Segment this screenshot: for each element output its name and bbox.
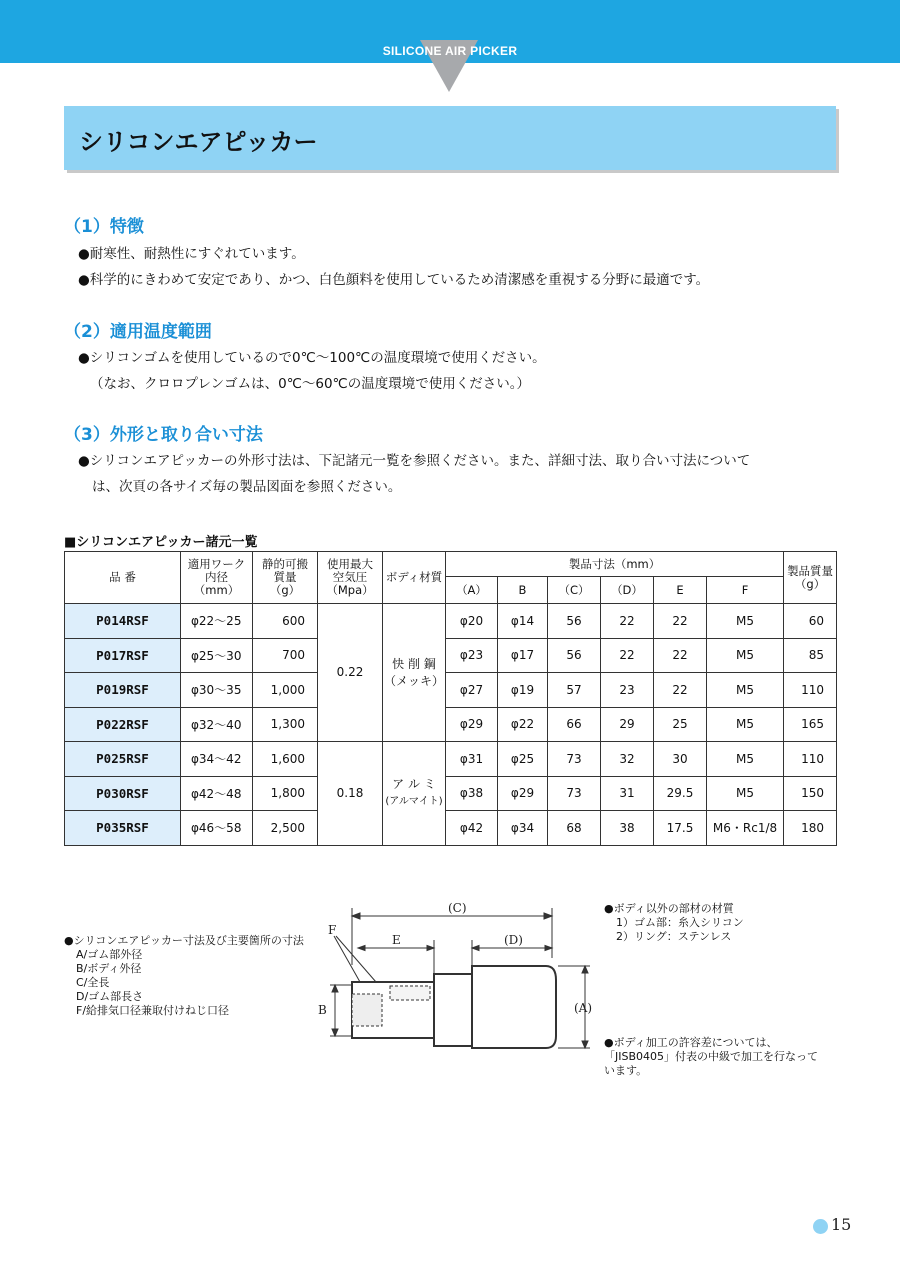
th-load: 静的可搬 質量 （g） <box>253 552 318 604</box>
cell-dim-c: 56 <box>548 604 601 639</box>
cell-dim-c: 57 <box>548 673 601 708</box>
cell-dim-d: 23 <box>601 673 654 708</box>
cell-dim-e: 25 <box>654 707 707 742</box>
cell-dim-c: 66 <box>548 707 601 742</box>
cell-dim-c: 73 <box>548 742 601 777</box>
cell-dim-b: φ25 <box>498 742 548 777</box>
cell-model: P030RSF <box>65 776 181 811</box>
cell-model: P022RSF <box>65 707 181 742</box>
cell-dim-d: 32 <box>601 742 654 777</box>
cell-dim-b: φ19 <box>498 673 548 708</box>
label-d: (D) <box>504 933 523 947</box>
title-box <box>64 106 836 170</box>
th-work-dia: 適用ワーク 内径 （mm） <box>181 552 253 604</box>
spec-table <box>64 551 837 846</box>
cell-mass: 60 <box>784 604 837 639</box>
cell-dim-b: φ22 <box>498 707 548 742</box>
cell-dim-a: φ23 <box>446 638 498 673</box>
th-body: ボディ材質 <box>383 552 446 604</box>
cell-load: 2,500 <box>253 811 318 846</box>
th-dim-a: （A） <box>446 577 498 604</box>
cell-dim-f: M5 <box>707 604 784 639</box>
cell-work: φ25～30 <box>181 638 253 673</box>
section-1-heading: （1）特徴 <box>64 217 144 237</box>
cell-model: P035RSF <box>65 811 181 846</box>
cell-dim-f: M5 <box>707 776 784 811</box>
table-row <box>65 673 837 708</box>
cell-pressure-group-1: 0.22 <box>318 604 383 742</box>
cell-dim-d: 29 <box>601 707 654 742</box>
arrow <box>544 913 552 919</box>
section-3-line-2: は、次頁の各サイズ毎の製品図面を参照ください。 <box>92 479 402 495</box>
cell-dim-d: 31 <box>601 776 654 811</box>
cell-work: φ42～48 <box>181 776 253 811</box>
dimension-diagram <box>300 890 600 1070</box>
cell-dim-f: M5 <box>707 707 784 742</box>
cell-dim-e: 30 <box>654 742 707 777</box>
cell-dim-c: 56 <box>548 638 601 673</box>
cell-mass: 165 <box>784 707 837 742</box>
section-1-line-2: ●科学的にきわめて安定であり、かつ、白色顔料を使用しているため清潔感を重視する分野に最適です。 <box>78 272 710 288</box>
cell-mass: 110 <box>784 673 837 708</box>
dims-legend: ●シリコンエアピッカー寸法及び主要箇所の寸法 A/ゴム部外径 B/ボディ外径 C/全長 D/ゴム部長さ F/給排気口径兼取付けねじ口径 <box>64 934 304 1017</box>
th-pressure: 使用最大 空気圧 （Mpa） <box>318 552 383 604</box>
cell-work: φ46～58 <box>181 811 253 846</box>
cell-load: 1,600 <box>253 742 318 777</box>
cell-work: φ34～42 <box>181 742 253 777</box>
cell-mass: 85 <box>784 638 837 673</box>
cell-load: 700 <box>253 638 318 673</box>
cell-dim-d: 38 <box>601 811 654 846</box>
cell-dim-e: 17.5 <box>654 811 707 846</box>
cell-work: φ30～35 <box>181 673 253 708</box>
cell-dim-e: 22 <box>654 604 707 639</box>
cell-load: 600 <box>253 604 318 639</box>
th-dim-f: F <box>707 577 784 604</box>
section-2-line-2: （なお、クロロプレンゴムは、0℃～60℃の温度環境で使用ください。） <box>90 376 530 392</box>
cell-load: 1,300 <box>253 707 318 742</box>
cell-dim-b: φ17 <box>498 638 548 673</box>
cell-dim-a: φ42 <box>446 811 498 846</box>
table-row <box>65 742 837 777</box>
cell-dim-f: M5 <box>707 673 784 708</box>
thread-shape <box>390 986 430 1000</box>
cell-mass: 150 <box>784 776 837 811</box>
cell-material-group-2: ア ル ミ (アルマイト) <box>383 742 446 846</box>
rubber-shape <box>472 966 556 1048</box>
arrow <box>352 913 360 919</box>
cell-work: φ32～40 <box>181 707 253 742</box>
cell-work: φ22～25 <box>181 604 253 639</box>
label-a: (A) <box>574 1001 593 1015</box>
cell-dim-a: φ20 <box>446 604 498 639</box>
th-model: 品 番 <box>65 552 181 604</box>
port-shape <box>352 994 382 1026</box>
cell-dim-a: φ29 <box>446 707 498 742</box>
cell-dim-e: 22 <box>654 638 707 673</box>
cell-dim-a: φ27 <box>446 673 498 708</box>
cell-material-group-1: 快 削 鋼 （メッキ） <box>383 604 446 742</box>
th-dim-e: E <box>654 577 707 604</box>
cell-model: P017RSF <box>65 638 181 673</box>
cell-dim-d: 22 <box>601 638 654 673</box>
cell-dim-f: M5 <box>707 638 784 673</box>
th-dim-d: （D） <box>601 577 654 604</box>
cell-pressure-group-2: 0.18 <box>318 742 383 846</box>
section-3-line-1: ●シリコンエアピッカーの外形寸法は、下記諸元一覧を参照ください。また、詳細寸法、取り合い寸法について <box>78 453 751 469</box>
cell-dim-b: φ14 <box>498 604 548 639</box>
table-row <box>65 707 837 742</box>
materials-note: ●ボディ以外の部材の材質 1）ゴム部：糸入シリコン 2）リング：ステンレス <box>604 902 744 943</box>
cell-model: P019RSF <box>65 673 181 708</box>
cell-dim-a: φ31 <box>446 742 498 777</box>
label-e: E <box>392 933 401 947</box>
cell-dim-c: 68 <box>548 811 601 846</box>
table-row <box>65 811 837 846</box>
table-row <box>65 604 837 639</box>
th-dim-b: B <box>498 577 548 604</box>
section-2-line-1: ●シリコンゴムを使用しているので0℃～100℃の温度環境で使用ください。 <box>78 350 546 366</box>
th-dim-c: （C） <box>548 577 601 604</box>
section-1-line-1: ●耐寒性、耐熱性にすぐれています。 <box>78 246 305 262</box>
header-label: SILICONE AIR PICKER <box>382 44 518 58</box>
cell-dim-f: M5 <box>707 742 784 777</box>
cell-dim-e: 22 <box>654 673 707 708</box>
cell-dim-b: φ29 <box>498 776 548 811</box>
cell-dim-d: 22 <box>601 604 654 639</box>
cell-load: 1,000 <box>253 673 318 708</box>
label-f: F <box>328 923 337 937</box>
th-mass: 製品質量 （g） <box>784 552 837 604</box>
th-dims: 製品寸法（mm） <box>446 552 784 577</box>
cell-load: 1,800 <box>253 776 318 811</box>
label-b: B <box>318 1003 327 1017</box>
cell-dim-b: φ34 <box>498 811 548 846</box>
page-title: シリコンエアピッカー <box>79 128 318 156</box>
cell-mass: 110 <box>784 742 837 777</box>
section-2-heading: （2）適用温度範囲 <box>64 322 212 342</box>
table-row <box>65 638 837 673</box>
table-row <box>65 776 837 811</box>
table-caption: ■シリコンエアピッカー諸元一覧 <box>64 535 258 550</box>
label-c: (C) <box>448 901 467 915</box>
cell-dim-c: 73 <box>548 776 601 811</box>
section-3-heading: （3）外形と取り合い寸法 <box>64 425 263 445</box>
cell-model: P014RSF <box>65 604 181 639</box>
cell-dim-a: φ38 <box>446 776 498 811</box>
cell-dim-f: M6・Rc1/8 <box>707 811 784 846</box>
ring-shape <box>434 974 472 1046</box>
cell-mass: 180 <box>784 811 837 846</box>
page-number: 15 <box>831 1215 852 1234</box>
cell-dim-e: 29.5 <box>654 776 707 811</box>
tolerance-note: ●ボディ加工の許容差については、 「JISB0405」付表の中級で加工を行なって います。 <box>604 1036 819 1077</box>
cell-model: P025RSF <box>65 742 181 777</box>
